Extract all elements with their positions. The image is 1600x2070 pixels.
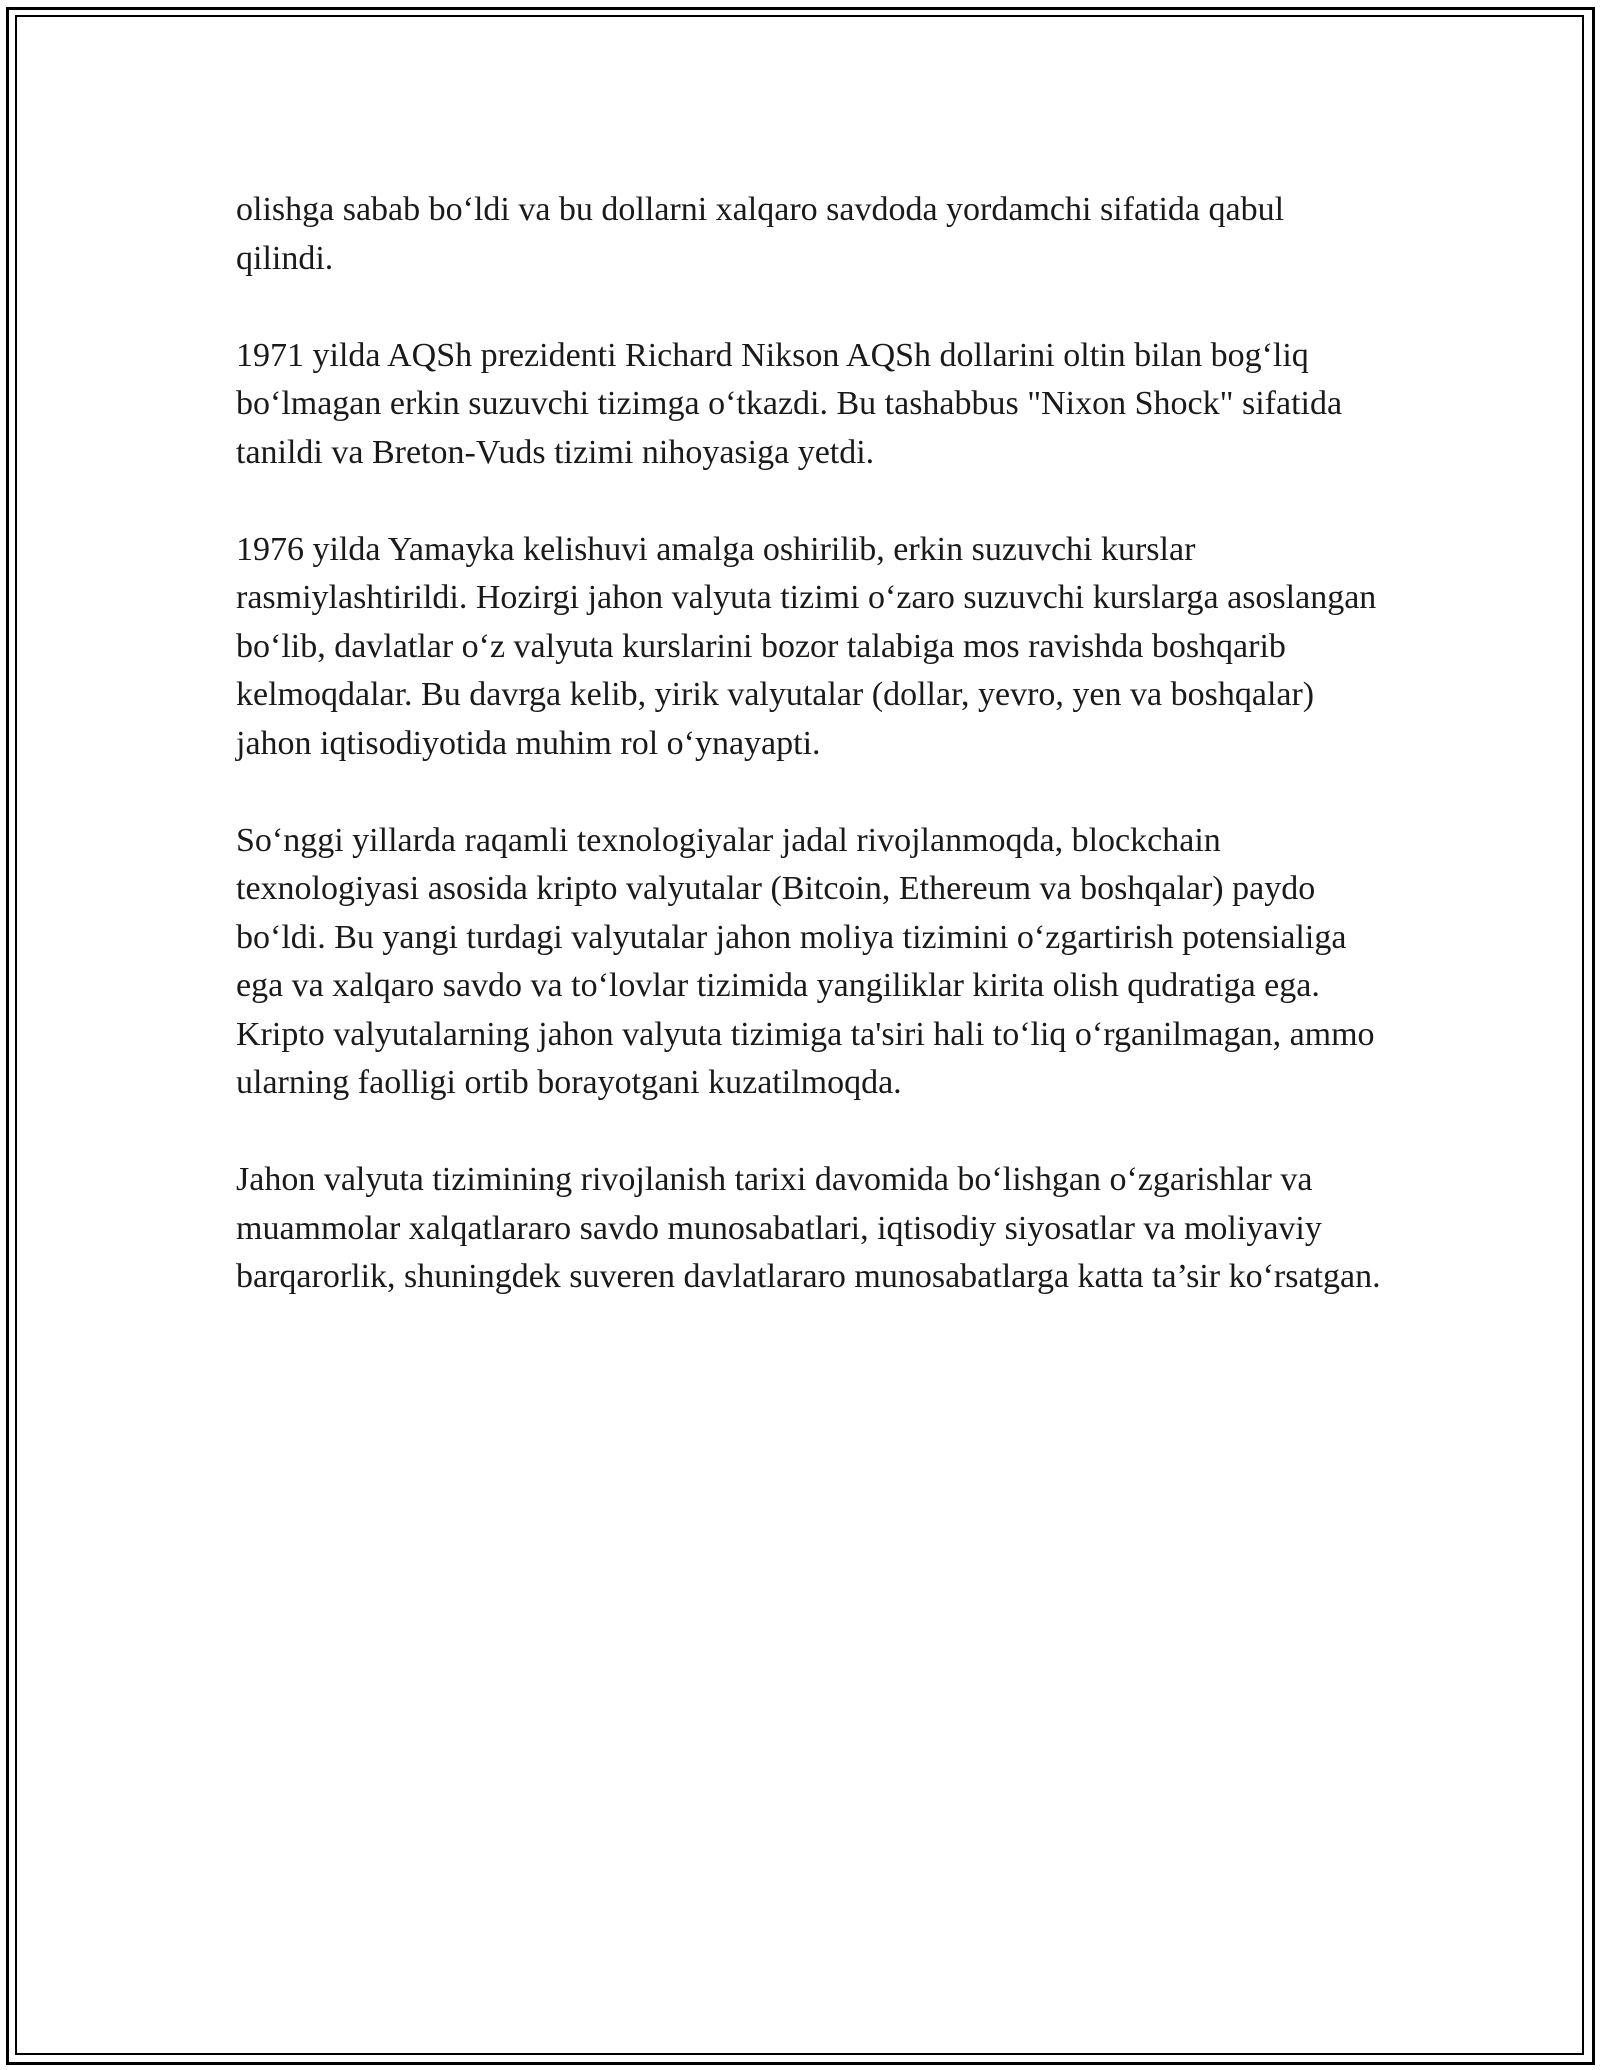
paragraph-2: 1971 yilda AQSh prezidenti Richard Nikson AQSh dollarini oltin bilan bog‘liq bo‘lmagan erkin suzuvchi tizimga o‘tkazdi. Bu tashabbus "Nixon Shock" sifatida tanildi va Breton-Vuds tizimi nihoyasiga yetdi. [236, 336, 1343, 471]
paragraph-1: olishga sabab bo‘ldi va bu dollarni xalqaro savdoda yordamchi sifatida qabul qilindi. [236, 191, 1285, 277]
paragraph-3: 1976 yilda Yamayka kelishuvi amalga oshirilib, erkin suzuvchi kurslar rasmiylashtirildi. Hozirgi jahon valyuta tizimi o‘zaro suzuvchi kurslarga asoslangan bo‘lib, davlatlar o‘z valyuta kurslarini bozor talabiga mos ravishda boshqarib kelmoqdalar. Bu davrga kelib, yirik valyutalar (dollar, yevro, yen va boshqalar) jahon iqtisodiyotida muhim rol o‘ynayapti. [236, 530, 1377, 762]
document-body [236, 186, 1386, 1350]
paragraph-4: So‘nggi yillarda raqamli texnologiyalar jadal rivojlanmoqda, blockchain texnologiyasi asosida kripto valyutalar (Bitcoin, Ethereum va boshqalar) paydo bo‘ldi. Bu yangi turdagi valyutalar jahon moliya tizimini o‘zgartirish potensialiga ega va xalqaro savdo va to‘lovlar tizimida yangiliklar kirita olish qudratiga ega. Kripto valyutalarning jahon valyuta tizimiga ta'siri hali to‘liq o‘rganilmagan, ammo ularning faolligi ortib borayotgani kuzatilmoqda. [236, 821, 1375, 1101]
paragraph-5: Jahon valyuta tizimining rivojlanish tarixi davomida bo‘lishgan o‘zgarishlar va muammolar xalqatlararo savdo munosabatlari, iqtisodiy siyosatlar va moliyaviy barqarorlik, shuningdek suveren davlatlararo munosabatlarga katta ta’sir ko‘rsatgan. [236, 1161, 1381, 1295]
